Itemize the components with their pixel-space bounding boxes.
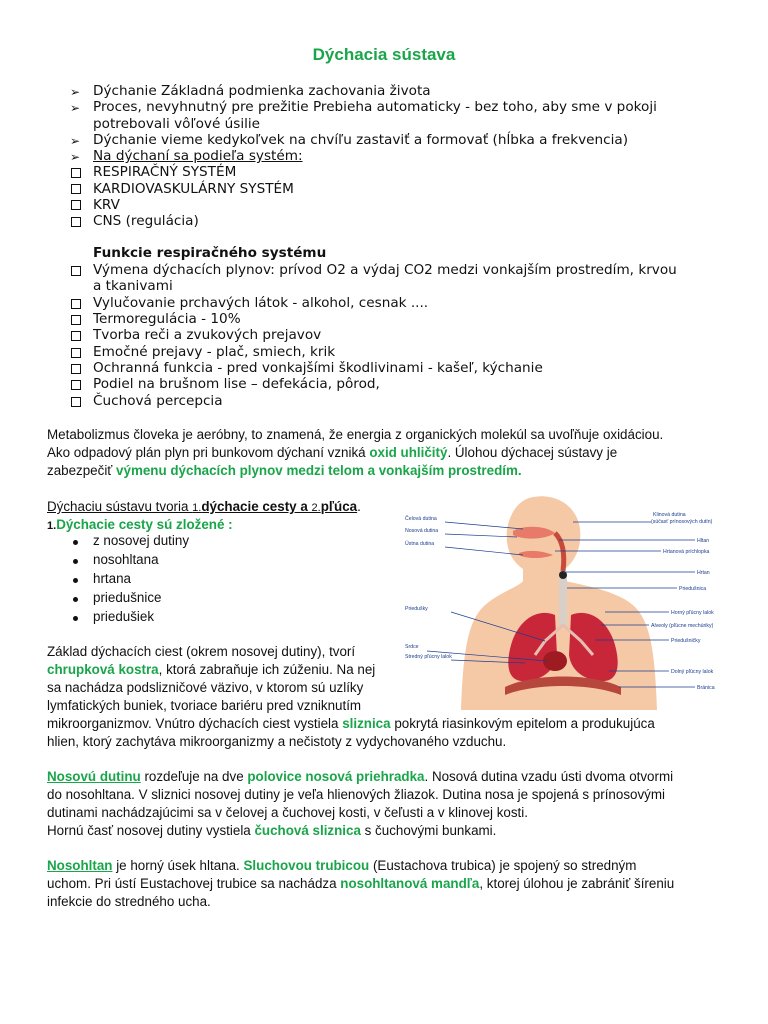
figure-label: Dolný pľúcny lalok: [671, 669, 714, 675]
figure-label: Ústna dutina: [405, 541, 435, 547]
figure-label: Klinová dutina: [653, 512, 686, 518]
arrow-bullet-icon: ➢: [70, 134, 81, 148]
paragraph-line: infekcie do stredného ucha.: [47, 894, 211, 909]
list-item: Dýchanie Základná podmienka zachovania života: [93, 83, 431, 99]
list-item: hrtana: [93, 571, 131, 586]
paragraph-line: chrupková kostra, ktorá zabraňuje ich zúženiu. Na nej: [47, 662, 376, 677]
arrow-bullet-icon: ➢: [70, 101, 81, 115]
list-item: Vylučovanie prchavých látok - alkohol, cesnak ....: [93, 295, 429, 311]
checkbox-bullet-icon: [71, 380, 81, 390]
respiratory-system-illustration: [405, 495, 715, 710]
figure-label: Srdce: [405, 644, 419, 650]
figure-label: Čelová dutina: [405, 516, 437, 522]
list-item: Tvorba reči a zvukových prejavov: [93, 327, 322, 343]
paragraph-line: Nosovú dutinu rozdeľuje na dve polovice nosová priehradka. Nosová dutina vzadu ústi dvoma otvormi: [47, 769, 674, 784]
paragraph-line: Ako odpadový plán plyn pri bunkovom dýchaní vzniká oxid uhličitý. Úlohou dýchacej sústavy je: [47, 445, 618, 460]
list-item: KRV: [93, 197, 120, 213]
bullet-icon: [73, 540, 78, 545]
figure-label: Hrtanová príchlopka: [663, 549, 710, 555]
list-item: Emočné prejavy - plač, smiech, krik: [93, 344, 336, 360]
paragraph-line: mikroorganizmov. Vnútro dýchacích ciest vystiela sliznica pokrytá riasinkovým epitelom a produkujúca: [47, 716, 655, 731]
figure-label: Hltan: [697, 538, 710, 544]
trachea: [559, 575, 567, 625]
list-item: RESPIRAČNÝ SYSTÉM: [93, 164, 237, 180]
list-item: priedušnice: [93, 590, 162, 605]
bullet-icon: [73, 597, 78, 602]
paragraph-line: Nosohltan je horný úsek hltana. Sluchovou trubicou (Eustachova trubica) je spojený so stredným: [47, 858, 637, 873]
arrow-bullet-icon: ➢: [70, 150, 81, 164]
figure-label: Stredný pľúcny lalok: [405, 654, 452, 660]
list-item: Termoregulácia - 10%: [93, 311, 241, 327]
page-title: Dýchacia sústava: [312, 45, 456, 64]
list-item: a tkanivami: [93, 278, 173, 294]
list-item: z nosovej dutiny: [93, 533, 190, 548]
list-item: priedušiek: [93, 609, 155, 624]
checkbox-bullet-icon: [71, 397, 81, 407]
bullet-icon: [73, 616, 78, 621]
paragraph-line: Základ dýchacích ciest (okrem nosovej dutiny), tvorí: [47, 644, 356, 659]
section-heading: Funkcie respiračného systému: [93, 245, 327, 261]
figure-label: Nosová dutina: [405, 528, 439, 534]
figure-label: Priedušky: [405, 606, 428, 612]
checkbox-bullet-icon: [71, 168, 81, 178]
paragraph-line: dutinami nachádzajúcimi sa v čelovej a čuchovej kosti, v čeľusti a v klinovej kosti.: [47, 805, 528, 820]
list-item: nosohltana: [93, 552, 159, 567]
figure-label: Bránica: [697, 685, 715, 691]
paragraph-line: Hornú časť nosovej dutiny vystiela čuchová sliznica s čuchovými bunkami.: [47, 823, 497, 838]
figure-label: (súčasť prínosových dutín): [651, 519, 713, 525]
checkbox-bullet-icon: [71, 266, 81, 276]
checkbox-bullet-icon: [71, 331, 81, 341]
list-item: CNS (regulácia): [93, 213, 199, 229]
figure-label: Horný pľúcny lalok: [671, 610, 714, 616]
list-item: Čuchová percepcia: [93, 393, 223, 409]
checkbox-bullet-icon: [71, 364, 81, 374]
checkbox-bullet-icon: [71, 184, 81, 194]
paragraph-line: Metabolizmus človeka je aeróbny, to znamená, že energia z organických molekúl sa uvoľňuje oxidáciou.: [47, 427, 664, 442]
paragraph-line: Dýchaciu sústavu tvoria 1.dýchacie cesty a 2.pľúca.: [47, 499, 361, 514]
checkbox-bullet-icon: [71, 200, 81, 210]
list-item: Podiel na brušnom lise – defekácia, pôrod,: [93, 376, 380, 392]
paragraph-line: uchom. Pri ústí Eustachovej trubice sa nachádza nosohltanová mandľa, ktorej úlohou je zabrániť šíreniu: [47, 876, 675, 891]
figure-label: Priedušničky: [671, 638, 701, 644]
checkbox-bullet-icon: [71, 299, 81, 309]
paragraph-line: sa nachádza podslizničové väzivo, v ktorom sú uzlíky: [47, 680, 364, 695]
paragraph-line: lymfatických buniek, tvoriace bariéru pred vzniknutím: [47, 698, 362, 713]
list-item: Výmena dýchacích plynov: prívod O2 a výdaj CO2 medzi vonkajším prostredím, krvou: [93, 262, 677, 278]
list-item: Dýchanie vieme kedykoľvek na chvíľu zastaviť a formovať (hĺbka a frekvencia): [93, 132, 629, 148]
bullet-icon: [73, 578, 78, 583]
checkbox-bullet-icon: [71, 348, 81, 358]
list-item: potrebovali vôľové úsilie: [93, 116, 261, 132]
checkbox-bullet-icon: [71, 217, 81, 227]
paragraph-line: hlien, ktorý zachytáva mikroorganizmy a nečistoty z vydychovaného vzduchu.: [47, 734, 507, 749]
paragraph-line: do nosohltana. V sliznici nosovej dutiny je veľa hlienových žliazok. Dutina nosa je spojená s prínosovými: [47, 787, 665, 802]
list-item: KARDIOVASKULÁRNY SYSTÉM: [93, 181, 294, 197]
figure-label: Alveoly (pľúcne mechúriky): [651, 623, 714, 629]
subsection-heading: 1.Dýchacie cesty sú zložené :: [47, 517, 233, 532]
paragraph-line: zabezpečiť výmenu dýchacích plynov medzi telom a vonkajším prostredím.: [47, 463, 522, 478]
list-item: Na dýchaní sa podieľa systém:: [93, 148, 303, 164]
figure-label: Priedušnica: [679, 586, 707, 592]
checkbox-bullet-icon: [71, 315, 81, 325]
figure-label: Hrtan: [697, 570, 710, 576]
list-item: Proces, nevyhnutný pre prežitie Prebieha automaticky - bez toho, aby sme v pokoji: [93, 99, 657, 115]
list-item: Ochranná funkcia - pred vonkajšími škodlivinami - kašeľ, kýchanie: [93, 360, 543, 376]
arrow-bullet-icon: ➢: [70, 85, 81, 99]
bullet-icon: [73, 559, 78, 564]
